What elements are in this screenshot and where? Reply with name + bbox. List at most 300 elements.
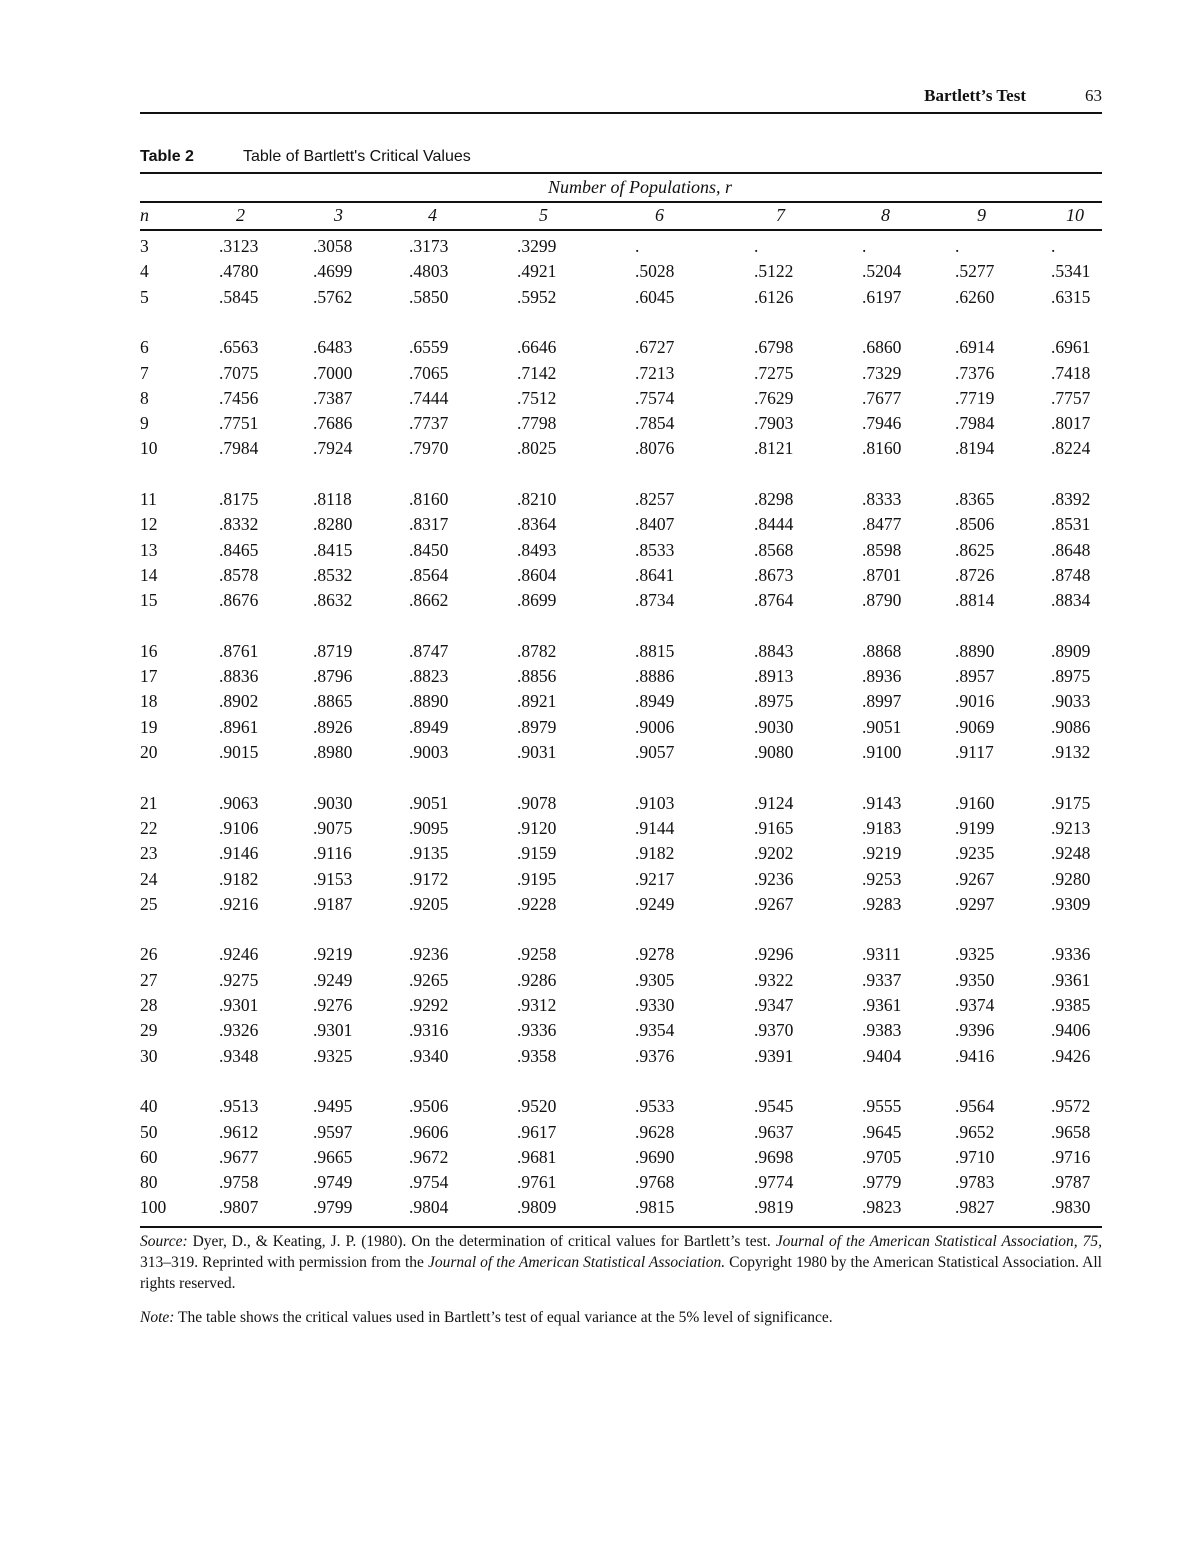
table-cell: .8076	[635, 438, 675, 459]
table-cell: .9153	[313, 868, 353, 889]
table-cell: .8333	[862, 489, 902, 509]
table-cell: .9652	[955, 1121, 995, 1142]
table-cell: .8407	[635, 514, 675, 535]
table-cell: .9305	[635, 969, 675, 990]
table-cell: .8975	[1051, 666, 1091, 687]
table-cell: .8886	[635, 666, 675, 687]
table-cell: .8734	[635, 590, 675, 611]
table-cell: .5762	[313, 286, 353, 307]
table-cell: .9183	[862, 817, 902, 838]
table-cell: .8865	[313, 691, 353, 712]
table-cell: .9426	[1051, 1045, 1091, 1066]
table-cell: .8648	[1051, 539, 1091, 560]
table-cell: .8415	[313, 539, 353, 560]
table-cell: .4780	[219, 261, 259, 282]
running-title: Bartlett’s Test	[924, 86, 1026, 105]
table-cell: .8160	[409, 489, 449, 509]
note-text: The table shows the critical values used in Bartlett’s test of equal variance at the 5% level of significance.	[174, 1309, 833, 1326]
source-label: Source:	[140, 1233, 188, 1250]
table-cell: .8979	[517, 716, 557, 737]
table-cell: .6860	[862, 337, 902, 358]
row-n-label: 10	[140, 438, 158, 459]
table-cell: .8796	[313, 666, 353, 687]
table-cell: .7798	[517, 413, 557, 434]
table-cell: .9249	[635, 893, 675, 914]
table-cell: .8641	[635, 564, 675, 585]
table-cell: .6045	[635, 286, 675, 307]
table-cell: .9597	[313, 1121, 353, 1142]
row-n-label: 60	[140, 1146, 158, 1167]
table-cell: .7629	[754, 387, 794, 408]
table-cell: .8890	[955, 640, 995, 661]
table-cell: .8701	[862, 564, 902, 585]
table-cell: .9187	[313, 893, 353, 914]
table-cell: .9195	[517, 868, 557, 889]
table-cell: .8578	[219, 564, 259, 585]
table-cell: .9182	[635, 843, 675, 864]
table-cell: .9301	[313, 1020, 353, 1041]
table-cell: .7142	[517, 362, 557, 383]
table-cell: .8997	[862, 691, 902, 712]
table-cell: .	[862, 236, 867, 256]
table-cell: .8598	[862, 539, 902, 560]
row-n-label: 40	[140, 1096, 158, 1117]
table-cell: .9033	[1051, 691, 1091, 712]
table-cell: .8961	[219, 716, 259, 737]
table-cell: .9146	[219, 843, 259, 864]
source-text: 313–319. Reprinted with permission from the	[140, 1254, 428, 1271]
table-cell: .9297	[955, 893, 995, 914]
table-cell: .9716	[1051, 1146, 1091, 1167]
table-cell: .9754	[409, 1172, 449, 1193]
table-cell: .9564	[955, 1096, 995, 1117]
row-n-label: 14	[140, 564, 158, 585]
table-cell: .8465	[219, 539, 259, 560]
table-cell: .7574	[635, 387, 675, 408]
table-cell: .9095	[409, 817, 449, 838]
table-cell: .9406	[1051, 1020, 1091, 1041]
table-cell: .9258	[517, 944, 557, 965]
row-n-label: 23	[140, 843, 158, 864]
table-cell: .9354	[635, 1020, 675, 1041]
table-cell: .8365	[955, 489, 995, 509]
page-number: 63	[1085, 86, 1102, 105]
table-cell: .7275	[754, 362, 794, 383]
table-cell: .9280	[1051, 868, 1091, 889]
table-cell: .7075	[219, 362, 259, 383]
table-cell: .8719	[313, 640, 353, 661]
table-cell: .8921	[517, 691, 557, 712]
table-cell: .9172	[409, 868, 449, 889]
table-cell: .9336	[1051, 944, 1091, 965]
table-cell: .9075	[313, 817, 353, 838]
table-cell: .9672	[409, 1146, 449, 1167]
table-cell: .7686	[313, 413, 353, 434]
table-cell: .9199	[955, 817, 995, 838]
table-cell: .7444	[409, 387, 449, 408]
table-cell: .7677	[862, 387, 902, 408]
column-spanner: Number of Populations, r	[548, 177, 733, 197]
table-cell: .8913	[754, 666, 794, 687]
table-cell: .9144	[635, 817, 675, 838]
table-cell: .8280	[313, 514, 353, 535]
table-cell: .8673	[754, 564, 794, 585]
table-cell: .8836	[219, 666, 259, 687]
row-n-label: 9	[140, 413, 149, 434]
table-cell: .8568	[754, 539, 794, 560]
table-cell: .9830	[1051, 1197, 1091, 1218]
table-cell: .8726	[955, 564, 995, 585]
table-cell: .9690	[635, 1146, 675, 1167]
table-cell: .6197	[862, 286, 902, 307]
table-cell: .8902	[219, 691, 259, 712]
table-cell: .8814	[955, 590, 995, 611]
table-cell: .5028	[635, 261, 675, 282]
table-cell: .8632	[313, 590, 353, 611]
table-bottom-rule	[140, 1226, 1102, 1228]
table-cell: .9253	[862, 868, 902, 889]
table-cell: .8160	[862, 438, 902, 459]
table-cell: .7984	[219, 438, 259, 459]
table-cell: .9003	[409, 742, 449, 762]
table-cell: .6483	[313, 337, 353, 358]
table-cell: .6126	[754, 286, 794, 307]
table-cell: .7903	[754, 413, 794, 434]
table-cell: .7418	[1051, 362, 1091, 383]
table-cell: .8834	[1051, 590, 1091, 611]
table-cell: .9311	[862, 944, 901, 965]
table-note	[140, 1307, 1102, 1328]
table-cell: .5341	[1051, 261, 1091, 282]
table-cell: .9326	[219, 1020, 259, 1041]
table-cell: .9665	[313, 1146, 353, 1167]
table-cell: .8564	[409, 564, 449, 585]
table-cell: .5850	[409, 286, 449, 307]
table-cell: .9246	[219, 944, 259, 965]
table-cell: .7924	[313, 438, 353, 459]
table-cell: .9819	[754, 1197, 794, 1218]
table-cell: .4699	[313, 261, 353, 282]
source-note	[140, 1231, 1102, 1294]
table-cell: .3123	[219, 236, 259, 256]
table-cell: .9248	[1051, 843, 1091, 864]
table-cell: .6961	[1051, 337, 1091, 358]
table-cell: .9815	[635, 1197, 675, 1218]
table-cell: .9533	[635, 1096, 675, 1117]
table-cell: .8748	[1051, 564, 1091, 585]
table-cell: .9827	[955, 1197, 995, 1218]
table-cell: .9030	[313, 792, 353, 813]
row-n-label: 21	[140, 792, 158, 813]
row-n-label: 19	[140, 716, 158, 737]
table-cell: .9275	[219, 969, 259, 990]
table-cell: .8764	[754, 590, 794, 611]
table-cell: .9316	[409, 1020, 449, 1041]
table-cell: .9175	[1051, 792, 1091, 813]
column-header: 6	[655, 205, 664, 225]
table-cell: .7376	[955, 362, 995, 383]
table-cell: .	[635, 236, 640, 256]
table-cell: .8118	[313, 489, 352, 509]
table-cell: .9080	[754, 742, 794, 762]
row-n-label: 29	[140, 1020, 158, 1041]
table-cell: .9249	[313, 969, 353, 990]
table-cell: .9006	[635, 716, 675, 737]
table-cell: .8949	[635, 691, 675, 712]
table-cell: .9143	[862, 792, 902, 813]
table-cell: .9637	[754, 1121, 794, 1142]
row-n-label: 25	[140, 893, 158, 914]
table-cell: .9612	[219, 1121, 259, 1142]
table-cell: .9286	[517, 969, 557, 990]
table-cell: .7387	[313, 387, 353, 408]
table-cell: .8909	[1051, 640, 1091, 661]
row-n-label: 80	[140, 1172, 158, 1193]
row-n-label: 6	[140, 337, 149, 358]
table-cell: .8662	[409, 590, 449, 611]
table-cell: .9292	[409, 995, 449, 1015]
column-header: 5	[539, 205, 548, 225]
table-cell: .9283	[862, 893, 902, 914]
table-cell: .9030	[754, 716, 794, 737]
table-cell: .8175	[219, 489, 259, 509]
journal-name: Journal of the American Statistical Association.	[427, 1254, 726, 1271]
table-cell: .9276	[313, 995, 353, 1015]
table-cell: .8815	[635, 640, 675, 661]
column-header: 3	[334, 205, 343, 225]
table-cell: .8210	[517, 489, 557, 509]
table-cell: .9132	[1051, 742, 1091, 762]
table-cell: .5845	[219, 286, 259, 307]
table-cell: .6914	[955, 337, 995, 358]
table-cell: .9385	[1051, 995, 1091, 1015]
table-cell: .9677	[219, 1146, 259, 1167]
table-cell: .9617	[517, 1121, 557, 1142]
table-cell: .9296	[754, 944, 794, 965]
row-n-label: 50	[140, 1121, 158, 1142]
row-n-label: 4	[140, 261, 149, 282]
table-label: Table 2	[140, 148, 194, 165]
table-cell: .6798	[754, 337, 794, 358]
table-cell: .8332	[219, 514, 259, 535]
table-cell: .9761	[517, 1172, 557, 1193]
table-cell: .7854	[635, 413, 675, 434]
table-cell: .8936	[862, 666, 902, 687]
table-cell: .9555	[862, 1096, 902, 1117]
table-cell: .9100	[862, 742, 902, 762]
table-cell: .9301	[219, 995, 259, 1015]
table-cell: .9628	[635, 1121, 675, 1142]
table-cell: .9698	[754, 1146, 794, 1167]
table-cell: .6559	[409, 337, 449, 358]
column-header: 9	[977, 205, 986, 225]
table-cell: .8949	[409, 716, 449, 737]
table-cell: .7946	[862, 413, 902, 434]
table-cell: .9267	[754, 893, 794, 914]
table-cell: .8257	[635, 489, 675, 509]
table-cell: .7970	[409, 438, 449, 459]
table-cell: .8625	[955, 539, 995, 560]
table-cell: .9330	[635, 995, 675, 1015]
table-cell: .9216	[219, 893, 259, 914]
source-text: Copyright 1980 by the American Statistical Association. All rights reserved.	[140, 1254, 1102, 1292]
row-n-label: 20	[140, 742, 158, 762]
table-cell: .9681	[517, 1146, 557, 1167]
table-cell: .6315	[1051, 286, 1091, 307]
table-cell: .	[1051, 236, 1056, 256]
table-cell: .9015	[219, 742, 259, 762]
table-cell: .9645	[862, 1121, 902, 1142]
table-cell: .7213	[635, 362, 675, 383]
row-n-label: 17	[140, 666, 158, 687]
table-cell: .8392	[1051, 489, 1091, 509]
table-cell: .9361	[1051, 969, 1091, 990]
table-cell: .9182	[219, 868, 259, 889]
table-cell: .9774	[754, 1172, 794, 1193]
table-cell: .7719	[955, 387, 995, 408]
table-cell: .7984	[955, 413, 995, 434]
table-cell: .9116	[313, 843, 352, 864]
table-cell: .7329	[862, 362, 902, 383]
table-cell: .7000	[313, 362, 353, 383]
table-cell: .8676	[219, 590, 259, 611]
row-n-label: 5	[140, 286, 149, 307]
table-cell: .9347	[754, 995, 794, 1015]
table-cell: .9322	[754, 969, 794, 990]
table-cell: .9228	[517, 893, 557, 914]
table-cell: .9235	[955, 843, 995, 864]
table-cell: .9513	[219, 1096, 259, 1117]
table-cell: .9809	[517, 1197, 557, 1218]
table-cell: .8532	[313, 564, 353, 585]
table-cell: .9078	[517, 792, 557, 813]
table-cell: .9219	[862, 843, 902, 864]
table-cell: .3299	[517, 236, 557, 256]
table-cell: .	[754, 236, 759, 256]
table-cell: .7757	[1051, 387, 1091, 408]
table-cell: .8747	[409, 640, 449, 661]
table-cell: .9309	[1051, 893, 1091, 914]
row-n-label: 15	[140, 590, 158, 611]
table-cell: .9278	[635, 944, 675, 965]
table-cell: .	[955, 236, 960, 256]
table-cell: .9804	[409, 1197, 449, 1218]
row-n-label: 3	[140, 236, 149, 256]
table-cell: .8317	[409, 514, 449, 535]
table-cell: .9213	[1051, 817, 1091, 838]
table-cell: .9205	[409, 893, 449, 914]
table-cell: .7512	[517, 387, 557, 408]
table-cell: .9495	[313, 1096, 353, 1117]
table-cell: .8224	[1051, 438, 1091, 459]
table-cell: .8017	[1051, 413, 1091, 434]
row-n-label: 28	[140, 995, 158, 1015]
table-cell: .9336	[517, 1020, 557, 1041]
column-header: 10	[1066, 205, 1084, 225]
table-cell: .9758	[219, 1172, 259, 1193]
row-n-label: 30	[140, 1045, 158, 1066]
table-cell: .9159	[517, 843, 557, 864]
table-cell: .9350	[955, 969, 995, 990]
table-cell: .8782	[517, 640, 557, 661]
table-cell: .9337	[862, 969, 902, 990]
column-header: 4	[428, 205, 437, 225]
table-cell: .8761	[219, 640, 259, 661]
row-n-label: 27	[140, 969, 158, 990]
table-cell: .9202	[754, 843, 794, 864]
table-cell: .9160	[955, 792, 995, 813]
table-cell: .9051	[862, 716, 902, 737]
table-cell: .8843	[754, 640, 794, 661]
table-cell: .8533	[635, 539, 675, 560]
table-cell: .9658	[1051, 1121, 1091, 1142]
table-cell: .9807	[219, 1197, 259, 1218]
source-text: Dyer, D., & Keating, J. P. (1980). On the determination of critical values for Bartlett’s test.	[187, 1233, 776, 1250]
table-cell: .9236	[754, 868, 794, 889]
row-n-label: 8	[140, 387, 149, 408]
table-cell: .9120	[517, 817, 557, 838]
table-cell: .5952	[517, 286, 557, 307]
table-cell: .9361	[862, 995, 902, 1015]
table-cell: .8531	[1051, 514, 1091, 535]
table-cell: .9787	[1051, 1172, 1091, 1193]
table-cell: .8450	[409, 539, 449, 560]
note-label: Note:	[140, 1309, 175, 1326]
table-cell: .9219	[313, 944, 353, 965]
row-n-label: 11	[140, 489, 157, 509]
row-n-label: 26	[140, 944, 158, 965]
table-cell: .9799	[313, 1197, 353, 1218]
row-n-label: 100	[140, 1197, 167, 1218]
table-cell: .9057	[635, 742, 675, 762]
table-cell: .7065	[409, 362, 449, 383]
table-cell: .8823	[409, 666, 449, 687]
table-cell: .9106	[219, 817, 259, 838]
table-cell: .9823	[862, 1197, 902, 1218]
table-cell: .9063	[219, 792, 259, 813]
table-cell: .5277	[955, 261, 995, 282]
column-header: 7	[776, 205, 785, 225]
table-cell: .9520	[517, 1096, 557, 1117]
table-cell: .9267	[955, 868, 995, 889]
table-cell: .4803	[409, 261, 449, 282]
table-cell: .8699	[517, 590, 557, 611]
table-cell: .9265	[409, 969, 449, 990]
table-cell: .9391	[754, 1045, 794, 1066]
table-cell: .9358	[517, 1045, 557, 1066]
row-n-label: 18	[140, 691, 158, 712]
table-cell: .9768	[635, 1172, 675, 1193]
table-cell: .9749	[313, 1172, 353, 1193]
table-cell: .9016	[955, 691, 995, 712]
table-cell: .9710	[955, 1146, 995, 1167]
table-cell: .5122	[754, 261, 794, 282]
table-cell: .9545	[754, 1096, 794, 1117]
table-cell: .9348	[219, 1045, 259, 1066]
table-cell: .9236	[409, 944, 449, 965]
table-cell: .9396	[955, 1020, 995, 1041]
table-cell: .9325	[313, 1045, 353, 1066]
table-cell: .6563	[219, 337, 259, 358]
table-title: Table of Bartlett's Critical Values	[243, 148, 471, 165]
table-cell: .8868	[862, 640, 902, 661]
table-cell: .8975	[754, 691, 794, 712]
table-cell: .9416	[955, 1045, 995, 1066]
table-cell: .9606	[409, 1121, 449, 1142]
journal-name: Journal of the American Statistical Association, 75,	[775, 1233, 1102, 1250]
table-cell: .9705	[862, 1146, 902, 1167]
table-cell: .7751	[219, 413, 259, 434]
